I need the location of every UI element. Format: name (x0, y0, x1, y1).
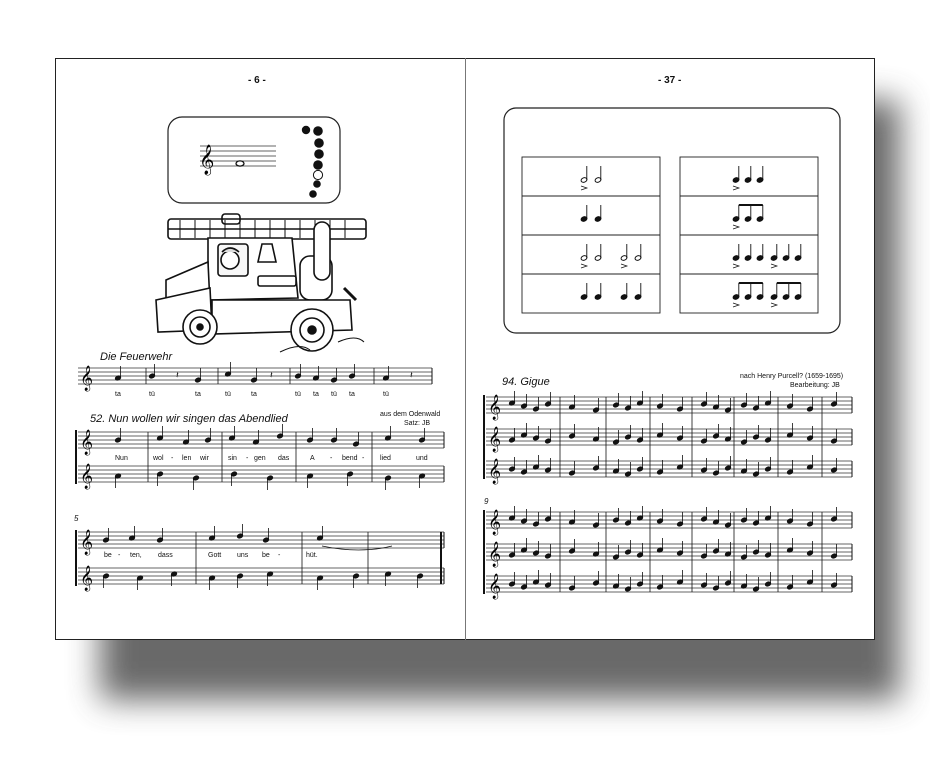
treble-clef-icon: 𝄞 (80, 366, 94, 391)
song2-system2-number: 5 (74, 514, 79, 523)
syllable: ta (313, 391, 319, 398)
note-head (701, 507, 708, 522)
syllable: tü (149, 391, 155, 398)
note-head (677, 512, 684, 527)
lyric-word: - (362, 455, 365, 462)
note-head (545, 544, 552, 559)
note-head (701, 544, 708, 559)
note-head (385, 426, 392, 441)
note-head (637, 428, 644, 443)
note-head (545, 458, 552, 473)
lyric-word: wol (153, 455, 164, 462)
lyric-word: Nun (115, 455, 128, 462)
note-head (317, 575, 324, 590)
note-head (753, 462, 760, 477)
note-head (593, 513, 600, 528)
note-head (725, 571, 732, 586)
note-head (831, 458, 838, 473)
treble-clef-icon: 𝄞 (80, 464, 94, 489)
note-head (787, 423, 794, 438)
note-head (193, 475, 200, 490)
note-head (509, 506, 516, 521)
note-head (787, 538, 794, 553)
song2-staff-top (78, 429, 444, 455)
note-head (677, 426, 684, 441)
note-head (205, 428, 212, 443)
note-head (209, 526, 216, 541)
note-head (545, 429, 552, 444)
song2-system2-top (78, 529, 444, 555)
lyric-word: - (246, 455, 249, 462)
note-head (787, 575, 794, 590)
note-head (753, 511, 760, 526)
note-head (787, 394, 794, 409)
lyric-word: lied (380, 455, 391, 462)
note-head (103, 573, 110, 588)
note-head (157, 528, 164, 543)
note-head (509, 391, 516, 406)
syllable: tü (295, 391, 301, 398)
note-head (569, 539, 576, 554)
note-head (753, 425, 760, 440)
note-head (263, 528, 270, 543)
note-head (787, 509, 794, 524)
note-head (713, 576, 720, 591)
note-head (765, 543, 772, 558)
note-head (613, 508, 620, 523)
note-head (419, 473, 426, 488)
note-head (593, 398, 600, 413)
note-head (509, 428, 516, 443)
note-head (725, 398, 732, 413)
right-page-number: - 37 - (658, 75, 682, 86)
lyric-word: sin (228, 455, 237, 462)
rest-icon: 𝄽 (176, 371, 179, 381)
note-head (613, 545, 620, 560)
lyric-word: - (118, 552, 121, 559)
note-head (295, 364, 302, 379)
note-head (521, 538, 528, 553)
syllable: ta (349, 391, 355, 398)
note-head (545, 507, 552, 522)
note-head (807, 426, 814, 441)
note-head (741, 430, 748, 445)
note-head (533, 397, 540, 412)
note-head (765, 428, 772, 443)
note-head (713, 539, 720, 554)
note-head (509, 572, 516, 587)
lyric-word: hüt. (306, 552, 318, 559)
gigue-system2-number: 9 (484, 497, 489, 506)
syllable: tü (331, 391, 337, 398)
note-head (593, 571, 600, 586)
note-head (701, 458, 708, 473)
treble-clef-icon: 𝄞 (80, 566, 94, 591)
note-head (533, 426, 540, 441)
note-head (347, 471, 354, 486)
treble-clef-icon: 𝄞 (488, 574, 502, 599)
note-head (593, 456, 600, 471)
note-head (701, 392, 708, 407)
note-head (237, 524, 244, 539)
note-head (419, 428, 426, 443)
note-head (545, 392, 552, 407)
note-head (741, 508, 748, 523)
note-head (533, 512, 540, 527)
note-head (807, 541, 814, 556)
note-head (251, 368, 258, 383)
note-head (521, 509, 528, 524)
lyric-word: wir (200, 455, 209, 462)
note-head (509, 457, 516, 472)
note-head (569, 424, 576, 439)
lyric-word: und (416, 455, 428, 462)
note-head (417, 573, 424, 588)
syllable: ta (115, 391, 121, 398)
note-head (753, 540, 760, 555)
gigue-staff (486, 573, 852, 599)
note-head (237, 573, 244, 588)
note-head (677, 570, 684, 585)
note-head (807, 512, 814, 527)
note-head (331, 428, 338, 443)
note-head (753, 577, 760, 592)
note-head (613, 393, 620, 408)
note-head (807, 397, 814, 412)
treble-clef-icon: 𝄞 (80, 530, 94, 555)
note-head (831, 544, 838, 559)
note-head (569, 576, 576, 591)
note-head (787, 460, 794, 475)
note-head (137, 575, 144, 590)
lyric-word: - (278, 552, 281, 559)
note-head (765, 572, 772, 587)
note-head (115, 428, 122, 443)
syllable: ta (251, 391, 257, 398)
note-head (225, 362, 232, 377)
gigue-staff (486, 458, 852, 484)
gigue-staff (486, 541, 852, 567)
note-head (625, 577, 632, 592)
note-head (701, 573, 708, 588)
note-head (765, 391, 772, 406)
gigue-staff (486, 394, 852, 420)
note-head (831, 392, 838, 407)
note-head (831, 573, 838, 588)
note-head (701, 429, 708, 444)
song1-title: Die Feuerwehr (100, 351, 173, 363)
note-head (657, 460, 664, 475)
note-head (765, 506, 772, 521)
note-head (741, 393, 748, 408)
note-head (521, 394, 528, 409)
note-head (713, 461, 720, 476)
gigue-title: 94. Gigue (502, 376, 550, 388)
note-head (625, 396, 632, 411)
note-head (713, 424, 720, 439)
note-head (533, 541, 540, 556)
note-head (521, 423, 528, 438)
note-head (725, 456, 732, 471)
treble-clef-icon: 𝄞 (488, 510, 502, 535)
note-head (229, 426, 236, 441)
lyric-word: len (182, 455, 192, 462)
syllable: ta (195, 391, 201, 398)
note-head (353, 432, 360, 447)
note-head (625, 462, 632, 477)
note-head (807, 570, 814, 585)
note-head (533, 570, 540, 585)
syllable: tü (383, 391, 389, 398)
note-head (103, 528, 110, 543)
note-head (657, 538, 664, 553)
note-head (637, 506, 644, 521)
fire-truck-illustration (156, 214, 366, 352)
lyric-word: - (330, 455, 333, 462)
note-head (231, 471, 238, 486)
note-head (331, 368, 338, 383)
taktarten-box (504, 108, 840, 333)
lyric-word: Gott (208, 552, 222, 559)
note-head (657, 423, 664, 438)
gigue-staff (486, 426, 852, 452)
note-head (807, 455, 814, 470)
treble-clef-icon: 𝄞 (199, 145, 215, 175)
note-head (129, 526, 136, 541)
note-head (657, 394, 664, 409)
note-head (637, 457, 644, 472)
note-head (115, 473, 122, 488)
note-head (725, 513, 732, 528)
rest-icon: 𝄽 (410, 371, 413, 381)
note-head (657, 509, 664, 524)
lyric-word: - (171, 455, 174, 462)
note-head (637, 543, 644, 558)
note-head (307, 428, 314, 443)
song2-source: aus dem Odenwald (380, 411, 441, 418)
treble-clef-icon: 𝄞 (488, 395, 502, 420)
treble-clef-icon: 𝄞 (488, 427, 502, 452)
note-head (509, 543, 516, 558)
note-head (267, 475, 274, 490)
note-head (307, 473, 314, 488)
note-head (625, 511, 632, 526)
note-head (545, 573, 552, 588)
lyric-word: bend (342, 455, 358, 462)
note-head (677, 541, 684, 556)
gigue-staff (486, 509, 852, 535)
note-head (521, 460, 528, 475)
syllable: tü (225, 391, 231, 398)
note-head (533, 455, 540, 470)
lyric-word: uns (237, 552, 249, 559)
lyric-word: das (278, 455, 290, 462)
note-head (385, 475, 392, 490)
note-head (637, 572, 644, 587)
song2-title: 52. Nun wollen wir singen das Abendlied (90, 413, 288, 425)
note-head (317, 526, 324, 541)
gigue-composer: nach Henry Purcell? (1659-1695) (740, 373, 844, 380)
gigue-arrangement: Bearbeitung: JB (790, 382, 840, 389)
note-head (349, 364, 356, 379)
note-head (157, 426, 164, 441)
song2-arrangement: Satz: JB (404, 420, 431, 427)
note-head (353, 573, 360, 588)
treble-clef-icon: 𝄞 (488, 542, 502, 567)
note-head (569, 461, 576, 476)
note-head (677, 397, 684, 412)
rest-icon: 𝄽 (270, 371, 273, 381)
note-head (741, 545, 748, 560)
lyric-word: gen (254, 455, 266, 462)
note-head (149, 364, 156, 379)
note-head (157, 471, 164, 486)
lyric-word: be (104, 552, 112, 559)
note-head (637, 391, 644, 406)
song2-system2-bottom (78, 565, 444, 591)
treble-clef-icon: 𝄞 (80, 430, 94, 455)
lyric-word: ten, (130, 552, 142, 559)
note-head (277, 424, 284, 439)
treble-clef-icon: 𝄞 (488, 459, 502, 484)
lyric-word: A (310, 455, 315, 462)
note-head (613, 430, 620, 445)
note-head (625, 540, 632, 555)
note-head (831, 429, 838, 444)
note-head (831, 507, 838, 522)
note-head (765, 457, 772, 472)
note-head (195, 368, 202, 383)
lyric-word: be (262, 552, 270, 559)
lyric-word: dass (158, 552, 173, 559)
note-head (625, 425, 632, 440)
note-head (521, 575, 528, 590)
note-head (657, 575, 664, 590)
note-head (677, 455, 684, 470)
note-head (753, 396, 760, 411)
note-head (209, 575, 216, 590)
left-page-number: - 6 - (248, 75, 266, 86)
